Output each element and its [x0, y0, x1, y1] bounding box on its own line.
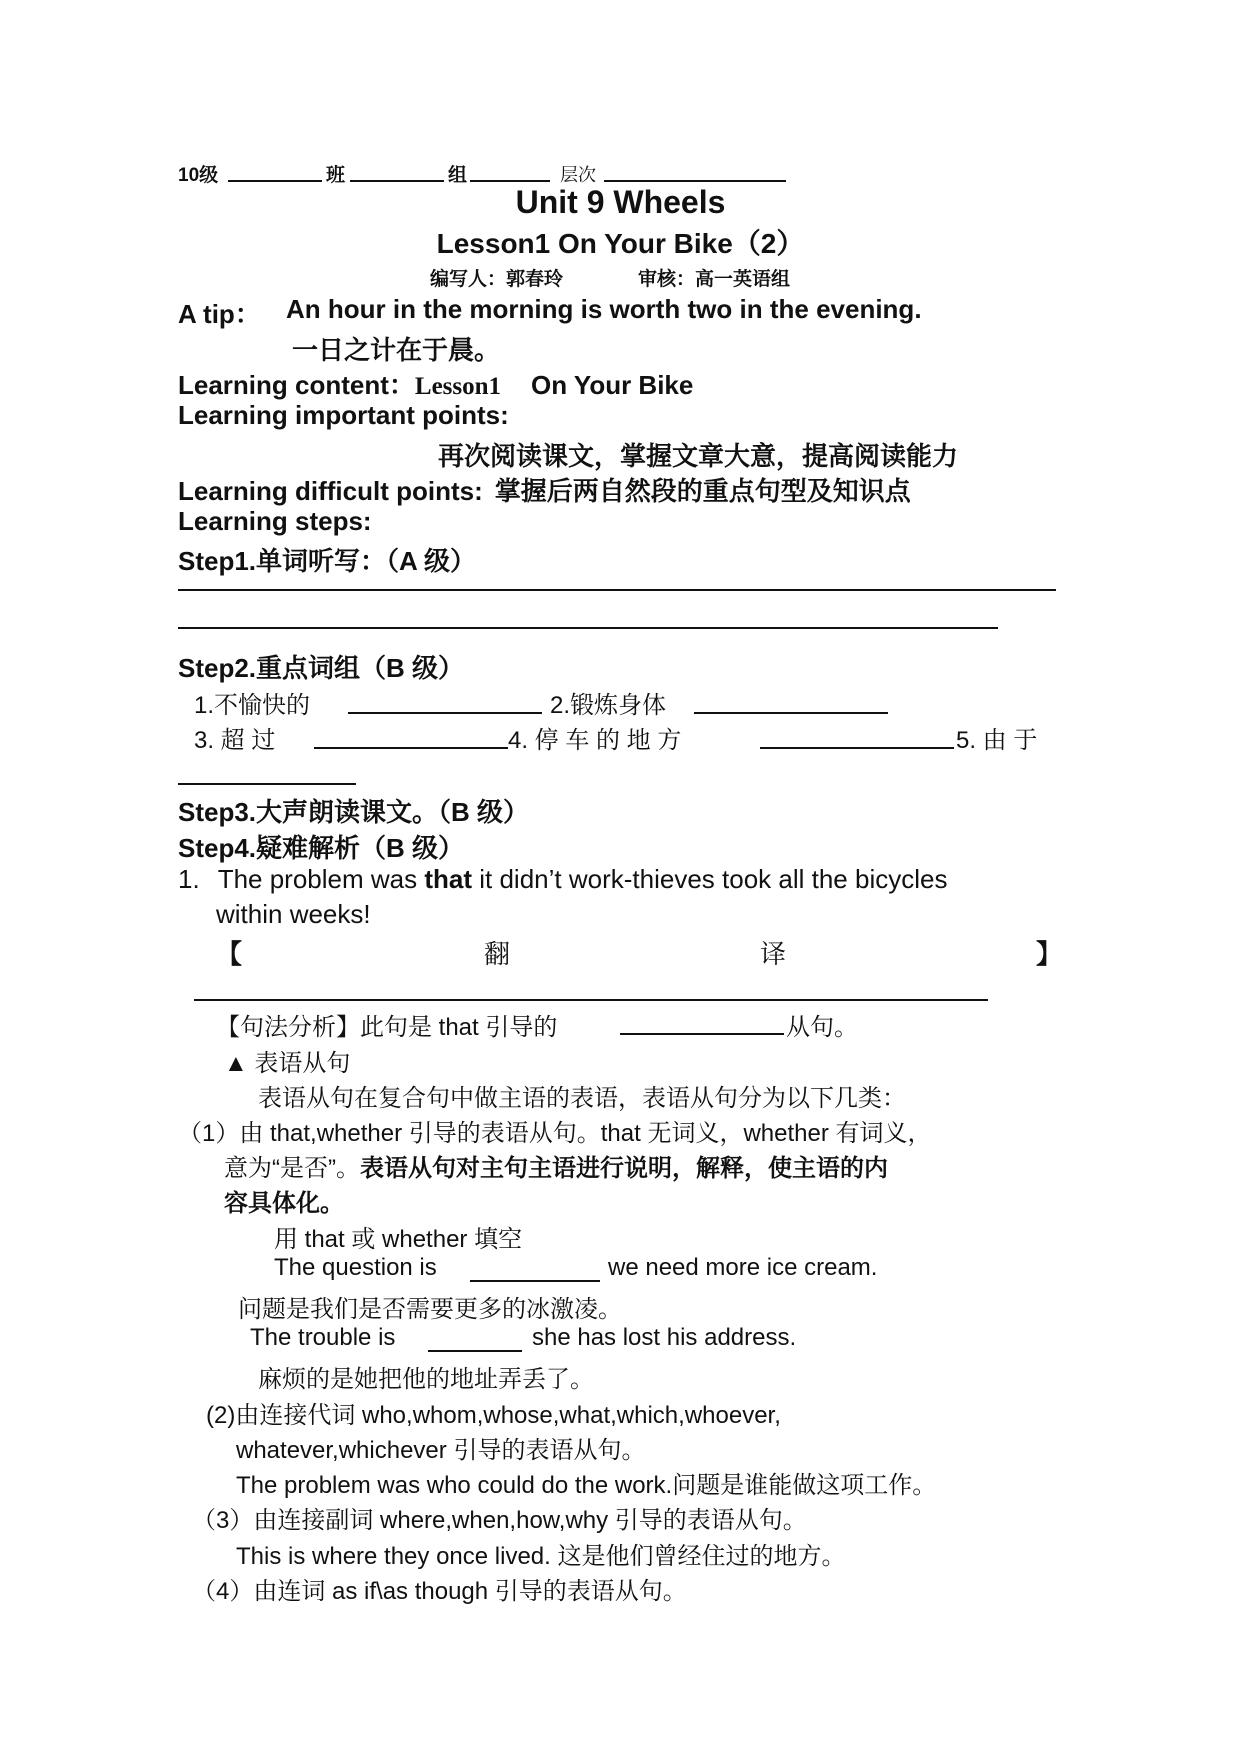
- predicative-clause-heading: ▲ 表语从句: [224, 1050, 351, 1077]
- step1-answer-line-1: [178, 589, 1056, 591]
- group-label: 组: [448, 165, 468, 186]
- important-text: 再次阅读课文，掌握文章大意，提高阅读能力: [438, 441, 959, 471]
- point-3-example: This is where they once lived. 这是他们曾经住过的地方。: [236, 1543, 846, 1570]
- content-title: On Your Bike: [531, 370, 694, 400]
- point-4-line-1: （4）由连词 as if\as though 引导的表语从句。: [192, 1578, 687, 1605]
- phrase-5: 5. 由 于: [956, 727, 1038, 754]
- tip-english: An hour in the morning is worth two in the evening.: [286, 294, 922, 324]
- example-1-chinese: 问题是我们是否需要更多的冰激凌。: [238, 1296, 622, 1323]
- translate-char-1: 翻: [484, 939, 511, 969]
- phrase-2: 2.锻炼身体: [550, 692, 667, 719]
- group-blank-2: [470, 180, 550, 182]
- phrase-3-blank: [314, 747, 508, 749]
- phrase-1: 1.不愉快的: [194, 692, 311, 719]
- steps-label: Learning steps:: [178, 506, 372, 536]
- analysis-suffix: 从句。: [786, 1014, 858, 1041]
- fill-instruction: 用 that 或 whether 填空: [274, 1226, 523, 1253]
- example-1-suffix: we need more ice cream.: [608, 1254, 878, 1281]
- step3-title: Step3.大声朗读课文。（B 级）: [178, 797, 530, 827]
- sentence-part-1: The problem was: [217, 864, 418, 894]
- sentence-1-line-2: within weeks!: [216, 899, 371, 929]
- difficult-points: [178, 471, 911, 508]
- point-1-line-2: [224, 1148, 888, 1183]
- example-2-chinese: 麻烦的是她把他的地址弄丢了。: [258, 1366, 594, 1393]
- class-blank: [228, 180, 322, 182]
- lesson-title: Lesson1 On Your Bike（2）: [436, 228, 805, 259]
- learning-content: [178, 365, 693, 402]
- tip-chinese: 一日之计在于晨。: [292, 335, 501, 365]
- point-3-line-1: （3）由连接副词 where,when,how,why 引导的表语从句。: [192, 1507, 807, 1534]
- phrase-4-blank: [760, 747, 954, 749]
- phrase-1-blank: [348, 712, 542, 714]
- step1-answer-line-2: [178, 627, 998, 629]
- grade-label: 10级: [178, 165, 219, 186]
- translate-close-bracket: 】: [1036, 939, 1063, 969]
- phrase-5-blank: [178, 783, 356, 785]
- point-2-example: The problem was who could do the work.问题是谁能做这项工作。: [236, 1472, 937, 1499]
- translate-open-bracket: 【: [216, 939, 243, 969]
- content-label: Learning content：: [178, 370, 415, 400]
- point-2-line-2: whatever,whichever 引导的表语从句。: [236, 1437, 646, 1464]
- level-blank: [604, 180, 786, 182]
- group-blank: [350, 180, 444, 182]
- translate-answer-line: [194, 999, 988, 1001]
- predicative-clause-intro: 表语从句在复合句中做主语的表语，表语从句分为以下几类：: [258, 1085, 906, 1112]
- tip-label: A tip：: [178, 299, 261, 329]
- example-2-prefix: The trouble is: [250, 1324, 396, 1351]
- step2-title: Step2.重点词组（B 级）: [178, 653, 465, 683]
- translate-char-2: 译: [760, 939, 787, 969]
- level-label: 层次: [560, 165, 596, 185]
- sentence-part-2: it didn’t work-thieves took all the bicycles: [479, 864, 948, 894]
- difficult-text: 掌握后两自然段的重点句型及知识点: [494, 476, 911, 506]
- difficult-label: Learning difficult points:: [178, 476, 483, 506]
- point-1-line-3: 容具体化。: [224, 1190, 344, 1217]
- step4-title: Step4.疑难解析（B 级）: [178, 833, 465, 863]
- sentence-bold-that: that: [424, 864, 473, 894]
- example-2-suffix: she has lost his address.: [532, 1324, 797, 1351]
- author: 编写人：郭春玲: [430, 269, 564, 290]
- example-1-prefix: The question is: [274, 1254, 437, 1281]
- step1-title: Step1.单词听写：（A 级）: [178, 546, 477, 576]
- sentence-number: 1.: [178, 864, 200, 894]
- analysis-prefix: 【句法分析】此句是 that 引导的: [216, 1014, 558, 1041]
- unit-title: Unit 9 Wheels: [515, 184, 726, 220]
- analysis-blank: [620, 1033, 784, 1035]
- class-label: 班: [326, 165, 346, 186]
- phrase-4: 4. 停 车 的 地 方: [508, 727, 682, 754]
- reviewer: 审核：高一英语组: [638, 269, 791, 290]
- example-1-blank: [470, 1280, 600, 1282]
- point-1-line-1: （1）由 that,whether 引导的表语从句。that 无词义，whether 有词义，: [178, 1120, 932, 1147]
- header-line: [178, 160, 218, 187]
- point-1-bold-1: 表语从句对主句主语进行说明，解释，使主语的内: [359, 1155, 888, 1182]
- point-2-line-1: (2)由连接代词 who,whom,whose,what,which,whoever,: [206, 1402, 781, 1429]
- phrase-2-blank: [694, 712, 888, 714]
- important-label: Learning important points:: [178, 400, 509, 430]
- content-lesson: Lesson1: [414, 373, 502, 400]
- phrase-3: 3. 超 过: [194, 727, 276, 754]
- sentence-1: [178, 864, 947, 895]
- example-2-blank: [428, 1350, 522, 1352]
- point-1-meaning: 意为“是否”。: [224, 1155, 360, 1182]
